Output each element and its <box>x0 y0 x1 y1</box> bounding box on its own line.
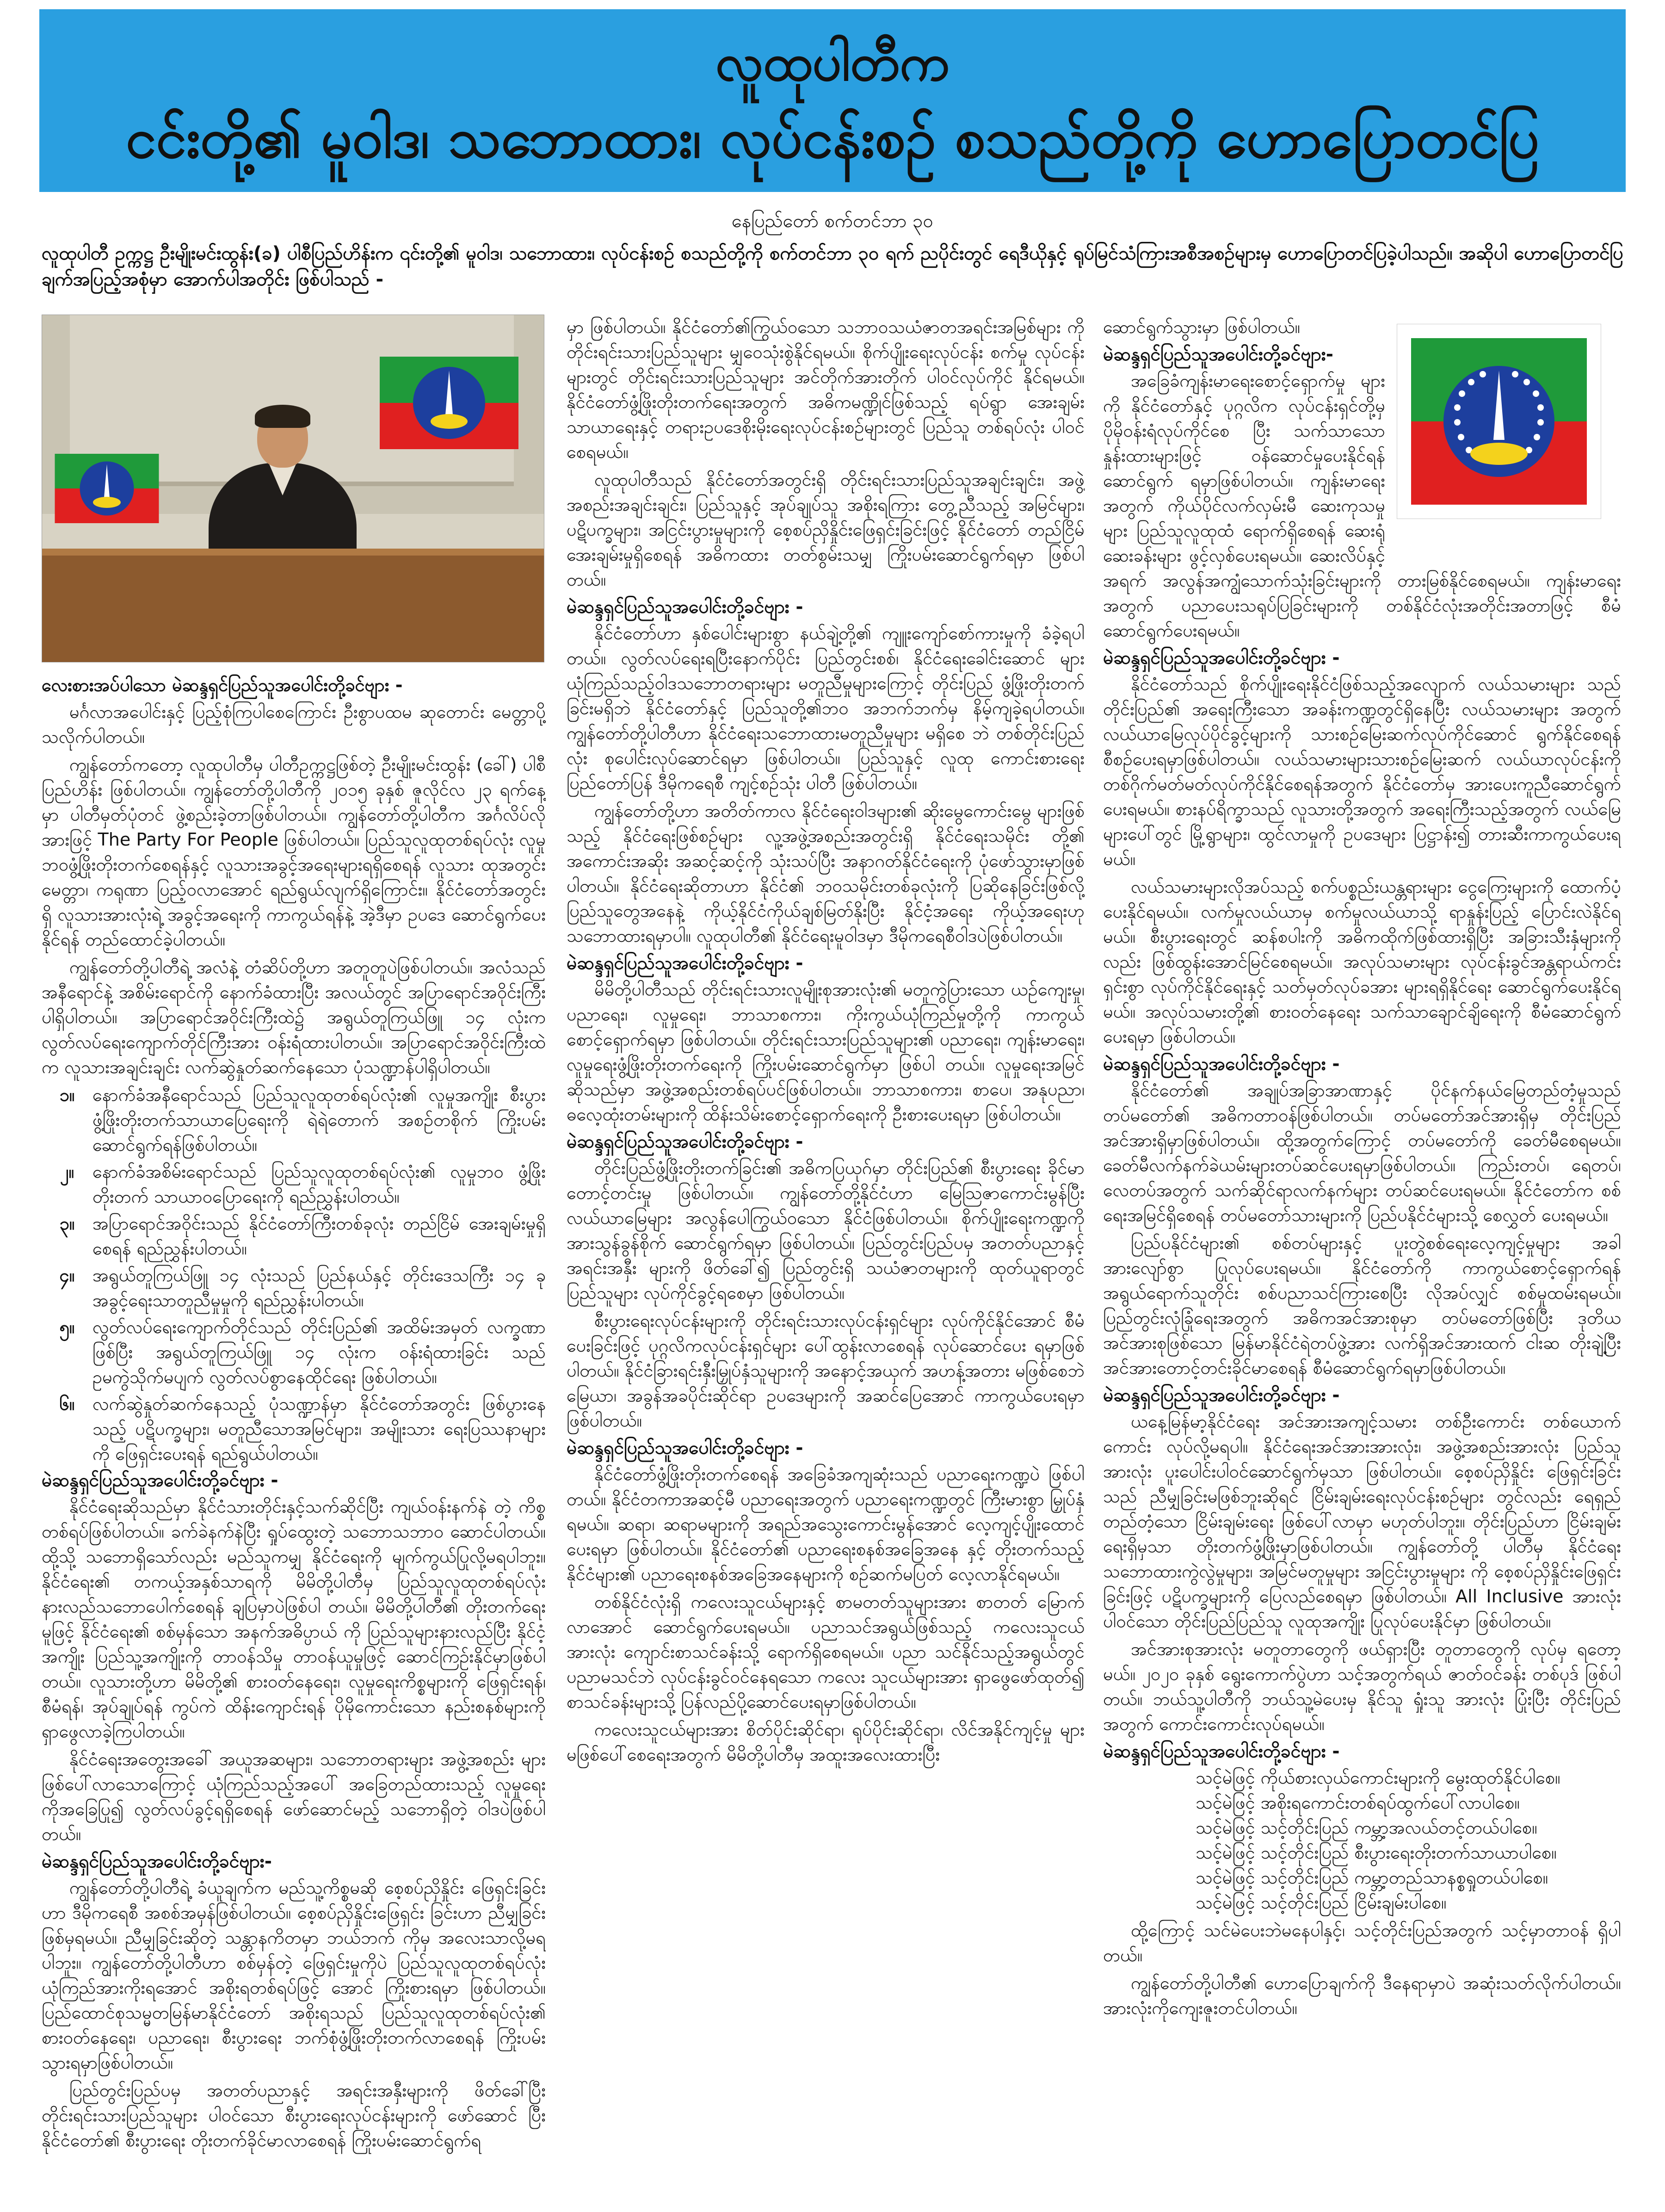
list-item: သင့်မဲဖြင့် သင့်တိုင်းပြည် စီးပွားရေးတိုးတက်သာယာပါစေ။ <box>1196 1842 1557 1863</box>
paragraph: ယနေ့မြန်မာ့နိုင်ငံရေး အင်အားအကျင့်သမား တစ်ဦးကောင်း တစ်ယောက် ကောင်း လုပ်လို့မရပါ။ နိုင်ငံရေးအင်အားအားလုံး၊ အဖွဲ့အစည်းအားလုံး ပြည်သူအားလုံး ပူးပေါင်းပါဝင်ဆောင်ရွက်မှသာ ဖြစ်ပါတယ်။ စေ့စပ်ညှိနှိုင်း ဖြေရှင်းခြင်းသည် ညီမျှခြင်းမဖြစ်ဘူးဆိုရင် ငြိမ်းချမ်းရေးလုပ်ငန်းစဉ်များ တွင်လည်း ရေရှည်တည်တံ့သော ငြိမ်းချမ်းရေး ဖြစ်ပေါ်လာမှာ မဟုတ်ပါဘူး။ တိုင်းပြည်ဟာ ငြိမ်းချမ်းရေးရှိမှသာ တိုးတက်ဖွံ့ဖြိုးမှာဖြစ်ပါတယ်။ ကျွန်တော်တို့ ပါတီမှ နိုင်ငံရေးသဘောထားကွဲလွဲမှုများ၊ အမြင်မတူမှုများ အငြင်းပွားမှုများ ကို စေ့စပ်ညှိနှိုင်းဖြေရှင်းခြင်းဖြင့် ပဋိပက္ခများကို ပြေလည်စေရမှာ ဖြစ်ပါတယ်။ All Inclusive အားလုံးပါဝင်သော တိုင်းပြည်ပြည်သူ လူထုအကျိုး ပြုလုပ်ပေးနိုင်မှာ ဖြစ်ပါတယ်။ <box>1103 1411 1621 1631</box>
paragraph: တစ်နိုင်ငံလုံးရှိ ကလေးသူငယ်များနှင့် စာမတတ်သူများအား စာတတ် မြောက်လာအောင် ဆောင်ရွက်ပေးရမယ်။ ပညာသင်အရွယ်ဖြစ်သည့် ကလေးသူငယ်အားလုံး ကျောင်းစာသင်ခန်းသို့ ရောက်ရှိစေရမယ်။ ပညာ သင်နိုင်သည့်အရွယ်တွင် ပညာမသင်ဘဲ လုပ်ငန်းခွင်ဝင်နေရသော ကလေး သူငယ်များအား ရှာဖွေဖော်ထုတ်၍ စာသင်ခန်းများသို့ ပြန်လည်ပို့ဆောင်ပေးရမှာဖြစ်ပါတယ်။ <box>567 1592 1085 1712</box>
intro-paragraph: လူထုပါတီ ဥက္ကဋ္ဌ ဦးမျိုးမင်းထွန်း(ခ) ပါစီပြည်ဟိန်းက ၎င်းတို့၏ မူဝါဒ၊ သဘောထား၊ လုပ်ငန်းစဉ် စသည်တို့ကို စက်တင်ဘာ ၃၀ ရက် ညပိုင်းတွင် ရေဒီယိုနှင့် ရုပ်မြင်သံကြားအစီအစဉ်များမှ ဟောပြောတင်ပြခဲ့ပါသည်။ အဆိုပါ ဟောပြောတင်ပြချက်အပြည့်အစုံမှာ အောက်ပါအတိုင်း ဖြစ်ပါသည် - <box>42 243 1623 290</box>
headline-line-2: ငင်းတို့၏ မူဝါဒ၊ သဘောထား၊ လုပ်ငန်းစဉ် စသည်တို့ကို ဟောပြောတင်ပြ <box>125 106 1540 170</box>
newspaper-page <box>14 9 1651 2202</box>
section-heading: မဲဆန္ဒရှင်ပြည်သူအပေါင်းတို့ခင်ဗျား - <box>1103 1054 1340 1075</box>
article-column-1 <box>42 315 546 2193</box>
section-heading: မဲဆန္ဒရှင်ပြည်သူအပေါင်းတို့ခင်ဗျား - <box>42 1470 278 1491</box>
paragraph: နိုင်ငံတော်သည် စိုက်ပျိုးရေးနိုင်ငံဖြစ်သည့်အလျောက် လယ်သမားများ သည် တိုင်းပြည်၏ အရေးကြီးသော အခန်းကဏ္ဍတွင်ရှိနေပြီး လယ်သမားများ အတွက် လယ်ယာမြေလုပ်ပိုင်ခွင့်များကို သားစဉ်မြေးဆက်လုပ်ကိုင်ဆောင် ရွက်နိုင်စေရန် စီစဉ်ပေးရမှာဖြစ်ပါတယ်။ လယ်သမားများသားစဉ်မြေးဆက် လယ်ယာလုပ်ငန်းကို တစ်ဂိုက်မတ်မတ်လုပ်ကိုင်နိုင်စေရန်အတွက် နိုင်ငံတော်မှ အားပေးကူညီဆောင်ရွက်ပေးရမယ်။ စားနပ်ရိက္ခာသည် လူသားတို့အတွက် အရေးကြီးသည့်အတွက် လယ်မြေများပေါ်တွင် မြို့ရွာများ၊ ထွင်လာမှုကို ဥပဒေများ ပြဋ္ဌာန်း၍ တားဆီးကာကွယ်ပေးရမယ်။ <box>1103 674 1621 869</box>
paragraph: ပြည်ပနိုင်ငံများ၏ စစ်တပ်များနှင့် ပူးတွဲစစ်ရေးလေ့ကျင့်မှုများ အခါ အားလျော်စွာ ပြုလုပ်ပေးရမယ်။ နိုင်ငံတော်ကို ကာကွယ်စောင့်ရှောက်ရန် အရွယ်ရောက်သူတိုင်း စစ်ပညာသင်ကြားစေပြီး လိုအပ်လျှင် စစ်မှုထမ်းရမယ်။ ပြည်တွင်းလုံခြုံရေးအတွက် အဓိကအင်အားစုမှာ တပ်မတော်ဖြစ်ပြီး ဒုတိယ အင်အားစုဖြစ်သော မြန်မာနိုင်ငံရဲတပ်ဖွဲ့အား လက်ရှိအင်အားထက် ငါးဆ တိုးချဲ့ပြီး အင်အားတောင့်တင်းခိုင်မာစေရန် စီမံဆောင်ရွက်ရမှာဖြစ်ပါတယ်။ <box>1103 1233 1621 1378</box>
party-flag-icon <box>380 357 518 449</box>
list-item: ၃။ အပြာရောင်အဝိုင်းသည် နိုင်ငံတော်ကြီးတစ်ခုလုံး တည်ငြိမ် အေးချမ်းမှုရှိစေရန် ရည်ညွှန်းပါတယ်။ <box>59 1213 546 1259</box>
paragraph: မင်္ဂလာအပေါင်းနှင့် ပြည့်စုံကြပါစေကြောင်း ဦးစွာပထမ ဆုတောင်း မေတ္တာပို့သလိုက်ပါတယ်။ <box>42 702 546 747</box>
list-item: ၅။ လွတ်လပ်ရေးကျောက်တိုင်သည် တိုင်းပြည်၏ အထိမ်းအမှတ် လက္ခဏာဖြစ်ပြီး အရွယ်တူကြယ်ဖြူ ၁၄ လုံးက ဝန်းရံထားခြင်း သည် ဥမကွဲသိုက်မပျက် လွတ်လပ်စွာနေထိုင်ရေး ဖြစ်ပါတယ်။ <box>59 1317 546 1387</box>
paragraph: ကျွန်တော်တို့ပါတီ၏ ဟောပြောချက်ကို ဒီနေရာမှာပဲ အဆုံးသတ်လိုက်ပါတယ်။ အားလုံးကိုကျေးဇူးတင်ပါတယ်။ <box>1103 1973 1621 2018</box>
paragraph: နိုင်ငံတော်ဖွံ့ဖြိုးတိုးတက်စေရန် အခြေခံအကျဆုံးသည် ပညာရေးကဏ္ဍပဲ ဖြစ်ပါတယ်။ နိုင်ငံတကာအဆင့်မီ ပညာရေးအတွက် ပညာရေးကဏ္ဍတွင် ကြီးမားစွာ မြှုပ်နှံရမယ်။ ဆရာ၊ ဆရာမများကို အရည်အသွေးကောင်းမွန်အောင် လေ့ကျင့်ပျိုးထောင်ပေးရမှာ ဖြစ်ပါတယ်။ နိုင်ငံတော်၏ ပညာရေးစနစ်အခြေအနေ နှင့် တိုးတက်သည့် နိုင်ငံများ၏ ပညာရေးစနစ်အခြေအနေများကို စဉ်ဆက်မပြတ် လေ့လာနိုင်ရမယ်။ <box>567 1464 1085 1584</box>
headline-line-1: လူထုပါတီက <box>715 33 950 92</box>
article-column-2 <box>567 315 1085 2193</box>
list-item: ၄။ အရွယ်တူကြယ်ဖြူ ၁၄ လုံးသည် ပြည်နယ်နှင့် တိုင်းဒေသကြီး ၁၄ ခု အခွင့်ရေးသာတူညီမှုမှုကို ရည်ညွှန်းပါတယ်။ <box>59 1265 546 1310</box>
speaker-photo <box>42 315 544 662</box>
paragraph: ကျွန်တော်တို့ပါတီရဲ့ အလံနဲ့ တံဆိပ်တို့ဟာ အတူတူပဲဖြစ်ပါတယ်။ အလံသည် အနီရောင်နဲ့ အစိမ်းရောင်ကို နောက်ခံထားပြီး အလယ်တွင် အပြာရောင်အဝိုင်းကြီးပါရှိပါတယ်။ အပြာရောင်အဝိုင်းကြီးထဲ၌ အရွယ်တူကြယ်ဖြူ ၁၄ လုံးက လွတ်လပ်ရေးကျောက်တိုင်ကြီးအား ဝန်းရံထားပါတယ်။ အပြာရောင်အဝိုင်းကြီးထဲက လူသားအချင်းချင်း လက်ဆွဲနှုတ်ဆက်နေသော ပုံသဏ္ဍာန်ပါရှိပါတယ်။ <box>42 957 546 1077</box>
list-item: သင့်မဲဖြင့် ကိုယ်စားလှယ်ကောင်းများကို မွေးထုတ်နိုင်ပါစေ။ <box>1196 1767 1560 1788</box>
paragraph: မိမိတို့ပါတီသည် တိုင်းရင်းသားလူမျိုးစုအားလုံး၏ မတူကွဲပြားသော ယဉ်ကျေးမှု၊ ပညာရေး၊ လူမှုရေး၊ ဘာသာစကား၊ ကိုးကွယ်ယုံကြည်မှုတို့ကို ကာကွယ်စောင့်ရှောက်ရမှာ ဖြစ်ပါတယ်။ တိုင်းရင်းသားပြည်သူများ၏ ပညာရေး၊ ကျန်းမာရေး၊ လူမှုရေးဖွံ့ဖြိုးတိုးတက်ရေးကို ကြိုးပမ်းဆောင်ရွက်မှာ ဖြစ်ပါ တယ်။ လူမှုရေးအမြင်ဆိုသည်မှာ အဖွဲ့အစည်းတစ်ရပ်ပင်ဖြစ်ပါတယ်။ ဘာသာစကား၊ စာပေ၊ အနုပညာ၊ ဓလေ့ထုံးတမ်းများကို ထိန်းသိမ်းစောင့်ရှောက်ရေးကို ဦးစားပေးရမှာ ဖြစ်ပါတယ်။ <box>567 979 1085 1125</box>
section-heading: မဲဆန္ဒရှင်ပြည်သူအပေါင်းတို့ခင်ဗျား - <box>1103 1741 1340 1762</box>
list-item: သင့်မဲဖြင့် သင့်တိုင်းပြည် ကမ္ဘာ့တည်သာနစ္စရှုတယ်ပါစေ။ <box>1196 1867 1548 1888</box>
vote-slogans <box>1103 1765 1621 1915</box>
party-flag-image <box>1397 324 1601 519</box>
paragraph: မှာ ဖြစ်ပါတယ်။ နိုင်ငံတော်၏ကြွယ်ဝသော သဘာဝသယံဇာတအရင်းအမြစ်များ ကို တိုင်းရင်းသားပြည်သူများ မျှဝေသုံးစွဲနိုင်ရမယ်။ စိုက်ပျိုးရေးလုပ်ငန်း စက်မှု လုပ်ငန်းများတွင် တိုင်းရင်းသားပြည်သူများ အင်တိုက်အားတိုက် ပါဝင်လုပ်ကိုင် နိုင်ရမယ်။ နိုင်ငံတော်ဖွံ့ဖြိုးတိုးတက်ရေးအတွက် အဓိကမဏ္ဍိုင်ဖြစ်သည့် ရပ်ရွာ အေးချမ်းသာယာရေးနှင့် တရားဥပဒေစိုးမိုးရေးလုပ်ငန်းစဉ်များတွင် ပြည်သူ တစ်ရပ်လုံး ပါဝင်စေရမယ်။ <box>567 317 1085 462</box>
section-heading: မဲဆန္ဒရှင်ပြည်သူအပေါင်းတို့ခင်ဗျား - <box>1103 1385 1340 1406</box>
party-flag-icon <box>1411 338 1587 505</box>
paragraph: နိုင်ငံရေးဆိုသည်မှာ နိုင်ငံသားတိုင်းနှင့်သက်ဆိုင်ပြီး ကျယ်ဝန်းနက်နဲ တဲ့ ကိစ္စတစ်ရပ်ဖြစ်ပါတယ်။ ခက်ခဲနက်နဲပြီး ရှုပ်ထွေးတဲ့ သဘောသဘာဝ ဆောင်ပါတယ်။ ထို့သို့ သဘောရှိသော်လည်း မည်သူကမျှ နိုင်ငံရေးကို မျက်ကွယ်ပြုလို့မရပါဘူး။ နိုင်ငံရေး၏ တကယ့်အနှစ်သာရကို မိမိတို့ပါတီမှ ပြည်သူလူထုတစ်ရပ်လုံး နားလည်သဘောပေါက်စေရန် ချပြမှာပဲဖြစ်ပါ တယ်။ မိမိတို့ပါတီ၏ တိုးတက်ရေးမူဖြင့် နိုင်ငံရေး၏ စစ်မှန်သော အနက်အဓိပ္ပာယ် ကို ပြည်သူများနားလည်ပြီး နိုင်ငံ့အကျိုး ပြည်သူ့အကျိုးကို တာဝန်သိမှု တာဝန်ယူမှုဖြင့် ဆောင်ကြဉ်းနိုင်မှာဖြစ်ပါတယ်။ လူသားတို့ဟာ မိမိတို့၏ စားဝတ်နေရေး၊ လူမှုရေးကိစ္စများကို ဖြေရှင်းရန်၊ စီမံရန်၊ အုပ်ချုပ်ရန် ကွပ်ကဲ ထိန်းကျောင်းရန် ပိုမိုကောင်းသော နည်းစနစ်များကို ရှာဖွေလာခဲ့ကြပါတယ်။ <box>42 1496 546 1742</box>
paragraph: ဆောင်ရွက်သွားမှာ ဖြစ်ပါတယ်။ <box>1103 317 1301 337</box>
paragraph: ကျွန်တော်တို့ပါတီရဲ့ ခံယူချက်က မည်သူ့ကိစ္စမဆို စေ့စပ်ညှိနှိုင်း ဖြေရှင်းခြင်းဟာ ဒီမိုကရေစီ အစစ်အမှန်ဖြစ်ပါတယ်။ စေ့စပ်ညှိနှိုင်းဖြေရှင်း ခြင်းဟာ ညီမျှခြင်းဖြစ်မှရမယ်။ ညီမျှခြင်းဆိုတဲ့ သန္တာနကိတမှာ ဘယ်ဘက် ကိုမှ အလေးသာလို့မရပါဘူး။ ကျွန်တော်တို့ပါတီဟာ စစ်မှန်တဲ့ ဖြေရှင်းမှုကိုပဲ ပြည်သူလူထုတစ်ရပ်လုံး ယုံကြည်အားကိုးရအောင် အစိုးရတစ်ရပ်ဖြင့် အောင် ကြိုးစားရမှာ ဖြစ်ပါတယ်။ ပြည်ထောင်စုသမ္မတမြန်မာနိုင်ငံတော် အစိုးရသည် ပြည်သူလူထုတစ်ရပ်လုံး၏ စားဝတ်နေရေး၊ ပညာရေး၊ စီးပွားရေး ဘက်စုံဖွံ့ဖြိုးတိုးတက်လာစေရန် ကြိုးပမ်းသွားရမှာဖြစ်ပါတယ်။ <box>42 1878 546 2073</box>
flag-meaning-list <box>42 1082 546 1466</box>
section-heading: မဲဆန္ဒရှင်ပြည်သူအပေါင်းတို့ခင်ဗျား - <box>567 597 803 618</box>
list-item: သင့်မဲဖြင့် အစိုးရကောင်းတစ်ရပ်ထွက်ပေါ်လာပါစေ။ <box>1196 1792 1520 1813</box>
section-heading: မဲဆန္ဒရှင်ပြည်သူအပေါင်းတို့ခင်ဗျား - <box>567 1438 803 1458</box>
list-item: သင့်မဲဖြင့် သင့်တိုင်းပြည် ကမ္ဘာ့အလယ်တင့်တယ်ပါစေ။ <box>1196 1817 1537 1838</box>
paragraph: တိုင်းပြည်ဖွံ့ဖြိုးတိုးတက်ခြင်း၏ အဓိကပြယုဂ်မှာ တိုင်းပြည်၏ စီးပွားရေး ခိုင်မာတောင့်တင်းမှု ဖြစ်ပါတယ်။ ကျွန်တော်တို့နိုင်ငံဟာ မြေသြဇာကောင်းမွန်ပြီး လယ်ယာမြေများ အလွန်ပေါကြွယ်ဝသော နိုင်ငံဖြစ်ပါတယ်။ စိုက်ပျိုးရေးကဏ္ဍကို အားသွန်ခွန်စိုက် ဆောင်ရွက်ရမှာ ဖြစ်ပါတယ်။ ပြည်တွင်းပြည်ပမှ အတတ်ပညာနှင့် အရင်းအနှီး များကို ဖိတ်ခေါ်၍ ပြည်တွင်းရှိ သယံဇာတများကို ထုတ်ယူရာတွင် ပြည်သူများ လုပ်ကိုင်ခွင့်ရစေမှာ ဖြစ်ပါတယ်။ <box>567 1158 1085 1303</box>
paragraph: ကျွန်တော်ကတော့ လူထုပါတီမှ ပါတီဥက္ကဋ္ဌဖြစ်တဲ့ ဦးမျိုးမင်းထွန်း (ခေါ်) ပါစီပြည်ဟိန်း ဖြစ်ပါတယ်။ ကျွန်တော်တို့ပါတီကို ၂၀၁၅ ခုနှစ် ဇူလိုင်လ ၂၃ ရက်နေ့မှာ ပါတီမှတ်ပုံတင် ဖွဲ့စည်းခဲ့တာဖြစ်ပါတယ်။ ကျွန်တော်တို့ပါတီက အင်္ဂလိပ်လို အားဖြင့် The Party For People ဖြစ်ပါတယ်။ ပြည်သူလူထုတစ်ရပ်လုံး လူမှုဘဝဖွံ့ဖြိုးတိုးတက်စေရန်နှင့် လူသားအခွင့်အရေးများရရှိစေရန် လူသား ထုအတွင်း မေတ္တာ၊ ကရုဏာ ပြည့်ဝလာအောင် ရည်ရွယ်လျက်ရှိကြောင်း။ နိုင်ငံတော်အတွင်းရှိ လူသားအားလုံးရဲ့ အခွင့်အရေးကို ကာကွယ်ရန်နဲ့ အဲ့ဒီမှာ ဥပဒေ ဆောင်ရွက်ပေးနိုင်ရန် တည်ထောင်ခဲ့ပါတယ်။ <box>42 754 546 950</box>
desk-flag-icon <box>54 454 160 523</box>
article-column-3 <box>1103 315 1621 2193</box>
paragraph: နိုင်ငံတော်၏ အချုပ်အခြာအာဏာနှင့် ပိုင်နက်နယ်မြေတည်တံ့မှုသည် တပ်မတော်၏ အဓိကတာဝန်ဖြစ်ပါတယ်။ တပ်မတော်အင်အားရှိမှ တိုင်းပြည် အင်အားရှိမှာဖြစ်ပါတယ်။ ထို့အတွက်ကြောင့် တပ်မတော်ကို ခေတ်မီစေရမယ်။ ခေတ်မီလက်နက်ခဲယမ်းများတပ်ဆင်ပေးရမှာဖြစ်ပါတယ်။ ကြည်းတပ်၊ ရေတပ်၊ လေတပ်အတွက် သက်ဆိုင်ရာလက်နက်များ တပ်ဆင်ပေးရမယ်။ နိုင်ငံတော်က စစ်ရေးအမြင်ရှိစေရန် တပ်မတော်သားများကို ပြည်ပနိုင်ငံများသို့ စေလွှတ် ပေးရမယ်။ <box>1103 1080 1621 1225</box>
paragraph: အခြေခံကျန်းမာရေးစောင့်ရှောက်မှု များကို နိုင်ငံတော်နှင့် ပုဂ္ဂလိက လုပ်ငန်းရှင်တို့မှ ပိုမိုဝန်းရံလုပ်ကိုင်စေ ပြီး သက်သာသောနှုန်းထားများဖြင့် ဝန်ဆောင်မှုပေးနိုင်ရန် ဆောင်ရွက် ရမှာဖြစ်ပါတယ်။ ကျန်းမာရေးအတွက် ကိုယ်ပိုင်လက်လှမ်းမီ ဆေးကုသမှုများ ပြည်သူလူထုထံ ရောက်ရှိစေရန် ဆေးရုံဆေးခန်းများ ဖွင့်လှစ်ပေးရမယ်။ ဆေးလိပ်နှင့်အရက် အလွန်အကျွံသောက်သုံးခြင်းများကို တားမြစ်နိုင်စေရမယ်။ ကျန်းမာရေး အတွက် ပညာပေးသရုပ်ပြခြင်းများကို တစ်နိုင်ငံလုံးအတိုင်းအတာဖြင့် စီမံဆောင်ရွက်ပေးရမယ်။ <box>1103 371 1621 641</box>
paragraph: အင်အားစုအားလုံး မတူတာတွေကို ဖယ်ရှားပြီး တူတာတွေကို လုပ်မှ ရတော့မယ်။ ၂၀၂၀ ခုနှစ် ရွေးကောက်ပွဲဟာ သင့်အတွက်ရယ် ဇာတ်ဝင်ခန်း တစ်ပုဒ် ဖြစ်ပါတယ်။ ဘယ်သူ့ပါတီကို ဘယ်သူ့မဲပေးမှ နိုင်သူ ရှုံးသူ အားလုံး ပြုံးပြီး တိုင်းပြည်အတွက် ကောင်းကောင်းလုပ်ရမယ်။ <box>1103 1639 1621 1734</box>
list-item: သင့်မဲဖြင့် သင့်တိုင်းပြည် ငြိမ်းချမ်းပါစေ။ <box>1196 1892 1447 1913</box>
list-item: ၆။ လက်ဆွဲနှုတ်ဆက်နေသည့် ပုံသဏ္ဍာန်မှာ နိုင်ငံတော်အတွင်း ဖြစ်ပွားနေသည့် ပဋိပက္ခများ၊ မတူညီသောအမြင်များ၊ အမျိုးသား ရေးပြဿနာများကို ဖြေရှင်းပေးရန် ရည်ရွယ်ပါတယ်။ <box>59 1394 546 1464</box>
section-heading: မဲဆန္ဒရှင်ပြည်သူအပေါင်းတို့ခင်ဗျား - <box>567 953 803 974</box>
section-heading: မဲဆန္ဒရှင်ပြည်သူအပေါင်းတို့ခင်ဗျား- <box>1103 344 1333 365</box>
paragraph: နိုင်ငံတော်ဟာ နှစ်ပေါင်းများစွာ နယ်ချဲ့တို့၏ ကျူးကျော်စော်ကားမှုကို ခံခဲ့ရပါတယ်။ လွတ်လပ်ရေးရပြီးနောက်ပိုင်း ပြည်တွင်းစစ်၊ နိုင်ငံရေးခေါင်းဆောင် များ ယုံကြည်သည့်ဝါဒသဘောတရားများ မတူညီမှုများကြောင့် တိုင်းပြည် ဖွံ့ဖြိုးတိုးတက်ခြင်းမရှိဘဲ နိုင်ငံတော်နှင့် ပြည်သူတို့၏ဘဝ အဘက်ဘက်မှ နိမ့်ကျခဲ့ရပါတယ်။ ကျွန်တော်တို့ပါတီဟာ နိုင်ငံရေးသဘောထားမတူညီမှုများ မရှိစေ ဘဲ တစ်တိုင်းပြည်လုံး စုပေါင်းလုပ်ဆောင်ရမှာ ဖြစ်ပါတယ်။ ပြည်သူနှင့် လူထု ကောင်းစားရေး ပြည်တော်ပြန် ဒီမိုကရေစီ ကျင့်စဉ်သုံး ပါတီ ဖြစ်ပါတယ်။ <box>567 623 1085 793</box>
headline-banner <box>39 9 1626 192</box>
paragraph: လယ်သမားများလိုအပ်သည့် စက်ပစ္စည်းယန္တရားများ ငွေကြေးများကို ထောက်ပံ့ပေးနိုင်ရမယ်။ လက်မှုလယ်ယာမှ စက်မှုလယ်ယာသို့ ရာနှုန်းပြည့် ပြောင်းလဲနိုင်ရမယ်။ စီးပွားရေးတွင် ဆန်စပါးကို အဓိကထိုက်ဖြစ်ထားရှိပြီး အခြားသီးနှံများကိုလည်း ဖြစ်ထွန်းအောင်မြင်စေရမယ်။ အလုပ်သမားများ လုပ်ငန်းခွင်အန္တရာယ်ကင်းရှင်းစွာ လုပ်ကိုင်နိုင်ရေးနှင့် သတ်မှတ်လုပ်ခအား များရရှိနိုင်ရေး ဆောင်ရွက်ပေးနိုင်ရမယ်။ အလုပ်သမားတို့၏ စားဝတ်နေရေး သက်သာချောင်ချိရေးကို စီမံဆောင်ရွက်ပေးရမှာ ဖြစ်ပါတယ်။ <box>1103 877 1621 1047</box>
list-item: ၁။ နောက်ခံအနီရောင်သည် ပြည်သူလူထုတစ်ရပ်လုံး၏ လူမှုအကျိုး စီးပွားဖွံ့ဖြိုးတိုးတက်သာယာပြေရေးကို ရဲရဲတောက် အစဉ်တစိုက် ကြိုးပမ်းဆောင်ရွက်ရန်ဖြစ်ပါတယ်။ <box>59 1085 546 1155</box>
paragraph: ပြည်တွင်းပြည်ပမှ အတတ်ပညာနှင့် အရင်းအနှီးများကို ဖိတ်ခေါ်ပြီး တိုင်းရင်းသားပြည်သူများ ပါဝင်သော စီးပွားရေးလုပ်ငန်းများကို ဖော်ဆောင် ပြီး နိုင်ငံတော်၏ စီးပွားရေး တိုးတက်ခိုင်မာလာစေရန် ကြိုးပမ်းဆောင်ရွက်ရ <box>42 2080 546 2150</box>
section-heading: မဲဆန္ဒရှင်ပြည်သူအပေါင်းတို့ခင်ဗျား - <box>1103 648 1340 668</box>
paragraph: လူထုပါတီသည် နိုင်ငံတော်အတွင်းရှိ တိုင်းရင်းသားပြည်သူအချင်းချင်း၊ အဖွဲ့အစည်းအချင်းချင်း၊ ပြည်သူနှင့် အုပ်ချုပ်သူ အစိုးရကြား တွေ့ညီသည့် အမြင်များ၊ ပဋိပက္ခများ၊ အငြင်းပွားမှုများကို စေ့စပ်ညှိနှိုင်းဖြေရှင်းခြင်းဖြင့် နိုင်ငံတော် တည်ငြိမ်အေးချမ်းမှုရှိစေရန် အဓိကထား တတ်စွမ်းသမျှ ကြိုးပမ်းဆောင်ရွက်ရမှာ ဖြစ်ပါတယ်။ <box>567 470 1085 590</box>
section-heading: မဲဆန္ဒရှင်ပြည်သူအပေါင်းတို့ခင်ဗျား - <box>567 1131 803 1152</box>
list-item: ၂။ နောက်ခံအစိမ်းရောင်သည် ပြည်သူလူထုတစ်ရပ်လုံး၏ လူမှုဘဝ ဖွံ့ဖြိုးတိုးတက် သာယာဝပြောရေးကို ရည်ညွှန်းပါတယ်။ <box>60 1162 546 1207</box>
paragraph: စီးပွားရေးလုပ်ငန်းများကို တိုင်းရင်းသားလုပ်ငန်းရှင်များ လုပ်ကိုင်နိုင်အောင် စီမံပေးခြင်းဖြင့် ပုဂ္ဂလိကလုပ်ငန်းရှင်များ ပေါ်ထွန်းလာစေရန် လုပ်ဆောင်ပေး ရမှာဖြစ်ပါတယ်။ နိုင်ငံခြားရင်းနှီးမြှုပ်နှံသူများကို အနောင့်အယှက် အဟန့်အတား မဖြစ်စေဘဲ မြေယာ၊ အခွန်အခပိုင်းဆိုင်ရာ ဥပဒေများကို အဆင်ပြေအောင် ကာကွယ်ပေးရမှာဖြစ်ပါတယ်။ <box>567 1310 1085 1431</box>
paragraph: ကျွန်တော်တို့ဟာ အတိတ်ကာလ နိုင်ငံရေးဝါဒများ၏ ဆိုးမွေကောင်းမွေ များဖြစ်သည့် နိုင်ငံရေးဖြစ်စဉ်များ လူ့အဖွဲ့အစည်းအတွင်းရှိ နိုင်ငံရေးသမိုင်း တို့၏ အကောင်းအဆိုး အဆင့်ဆင့်ကို သုံးသပ်ပြီး အနာဂတ်နိုင်ငံရေးကို ပုံဖော်သွားမှာဖြစ်ပါတယ်။ နိုင်ငံရေးဆိုတာဟာ နိုင်ငံ၏ ဘဝသမိုင်းတစ်ခုလုံးကို ပြဆိုနေခြင်းဖြစ်လို့ ပြည်သူတွေအနေနဲ့ ကိုယ့်နိုင်ငံကိုယ်ချစ်မြတ်နိုးပြီး နိုင်ငံ့အရေး ကိုယ့်အရေးဟု သဘောထားရမှာပါ။ လူထုပါတီ၏ နိုင်ငံရေးမူဝါဒမှာ ဒီမိုကရေစီဝါဒပဲဖြစ်ပါတယ်။ <box>567 801 1085 946</box>
section-heading: မဲဆန္ဒရှင်ပြည်သူအပေါင်းတို့ခင်ဗျား- <box>42 1851 272 1872</box>
paragraph: ကလေးသူငယ်များအား စိတ်ပိုင်းဆိုင်ရာ၊ ရုပ်ပိုင်းဆိုင်ရာ၊ လိင်အနိုင်ကျင့်မှု များ မဖြစ်ပေါ်စေရေးအတွက် မိမိတို့ပါတီမှ အထူးအလေးထားပြီး <box>567 1719 1085 1765</box>
paragraph: နိုင်ငံရေးအတွေးအခေါ် အယူအဆများ၊ သဘောတရားများ အဖွဲ့အစည်း များ ဖြစ်ပေါ်လာသောကြောင့် ယုံကြည်သည့်အပေါ် အခြေတည်ထားသည့် လူမှုရေးကိုအခြေပြု၍ လွတ်လပ်ခွင့်ရရှိစေရန် ဖော်ဆောင်မည့် သဘောရှိတဲ့ ဝါဒပဲဖြစ်ပါတယ်။ <box>42 1749 546 1844</box>
section-heading: လေးစားအပ်ပါသော မဲဆန္ဒရှင်ပြည်သူအပေါင်းတို့ခင်ဗျား - <box>42 675 403 695</box>
dateline: နေပြည်တော် စက်တင်ဘာ ၃၀ <box>732 210 933 232</box>
paragraph: ထို့ကြောင့် သင်မဲပေးဘဲမနေပါနှင့်၊ သင့်တိုင်းပြည်အတွက် သင့်မှာတာဝန် ရှိပါတယ်။ <box>1103 1920 1621 1965</box>
